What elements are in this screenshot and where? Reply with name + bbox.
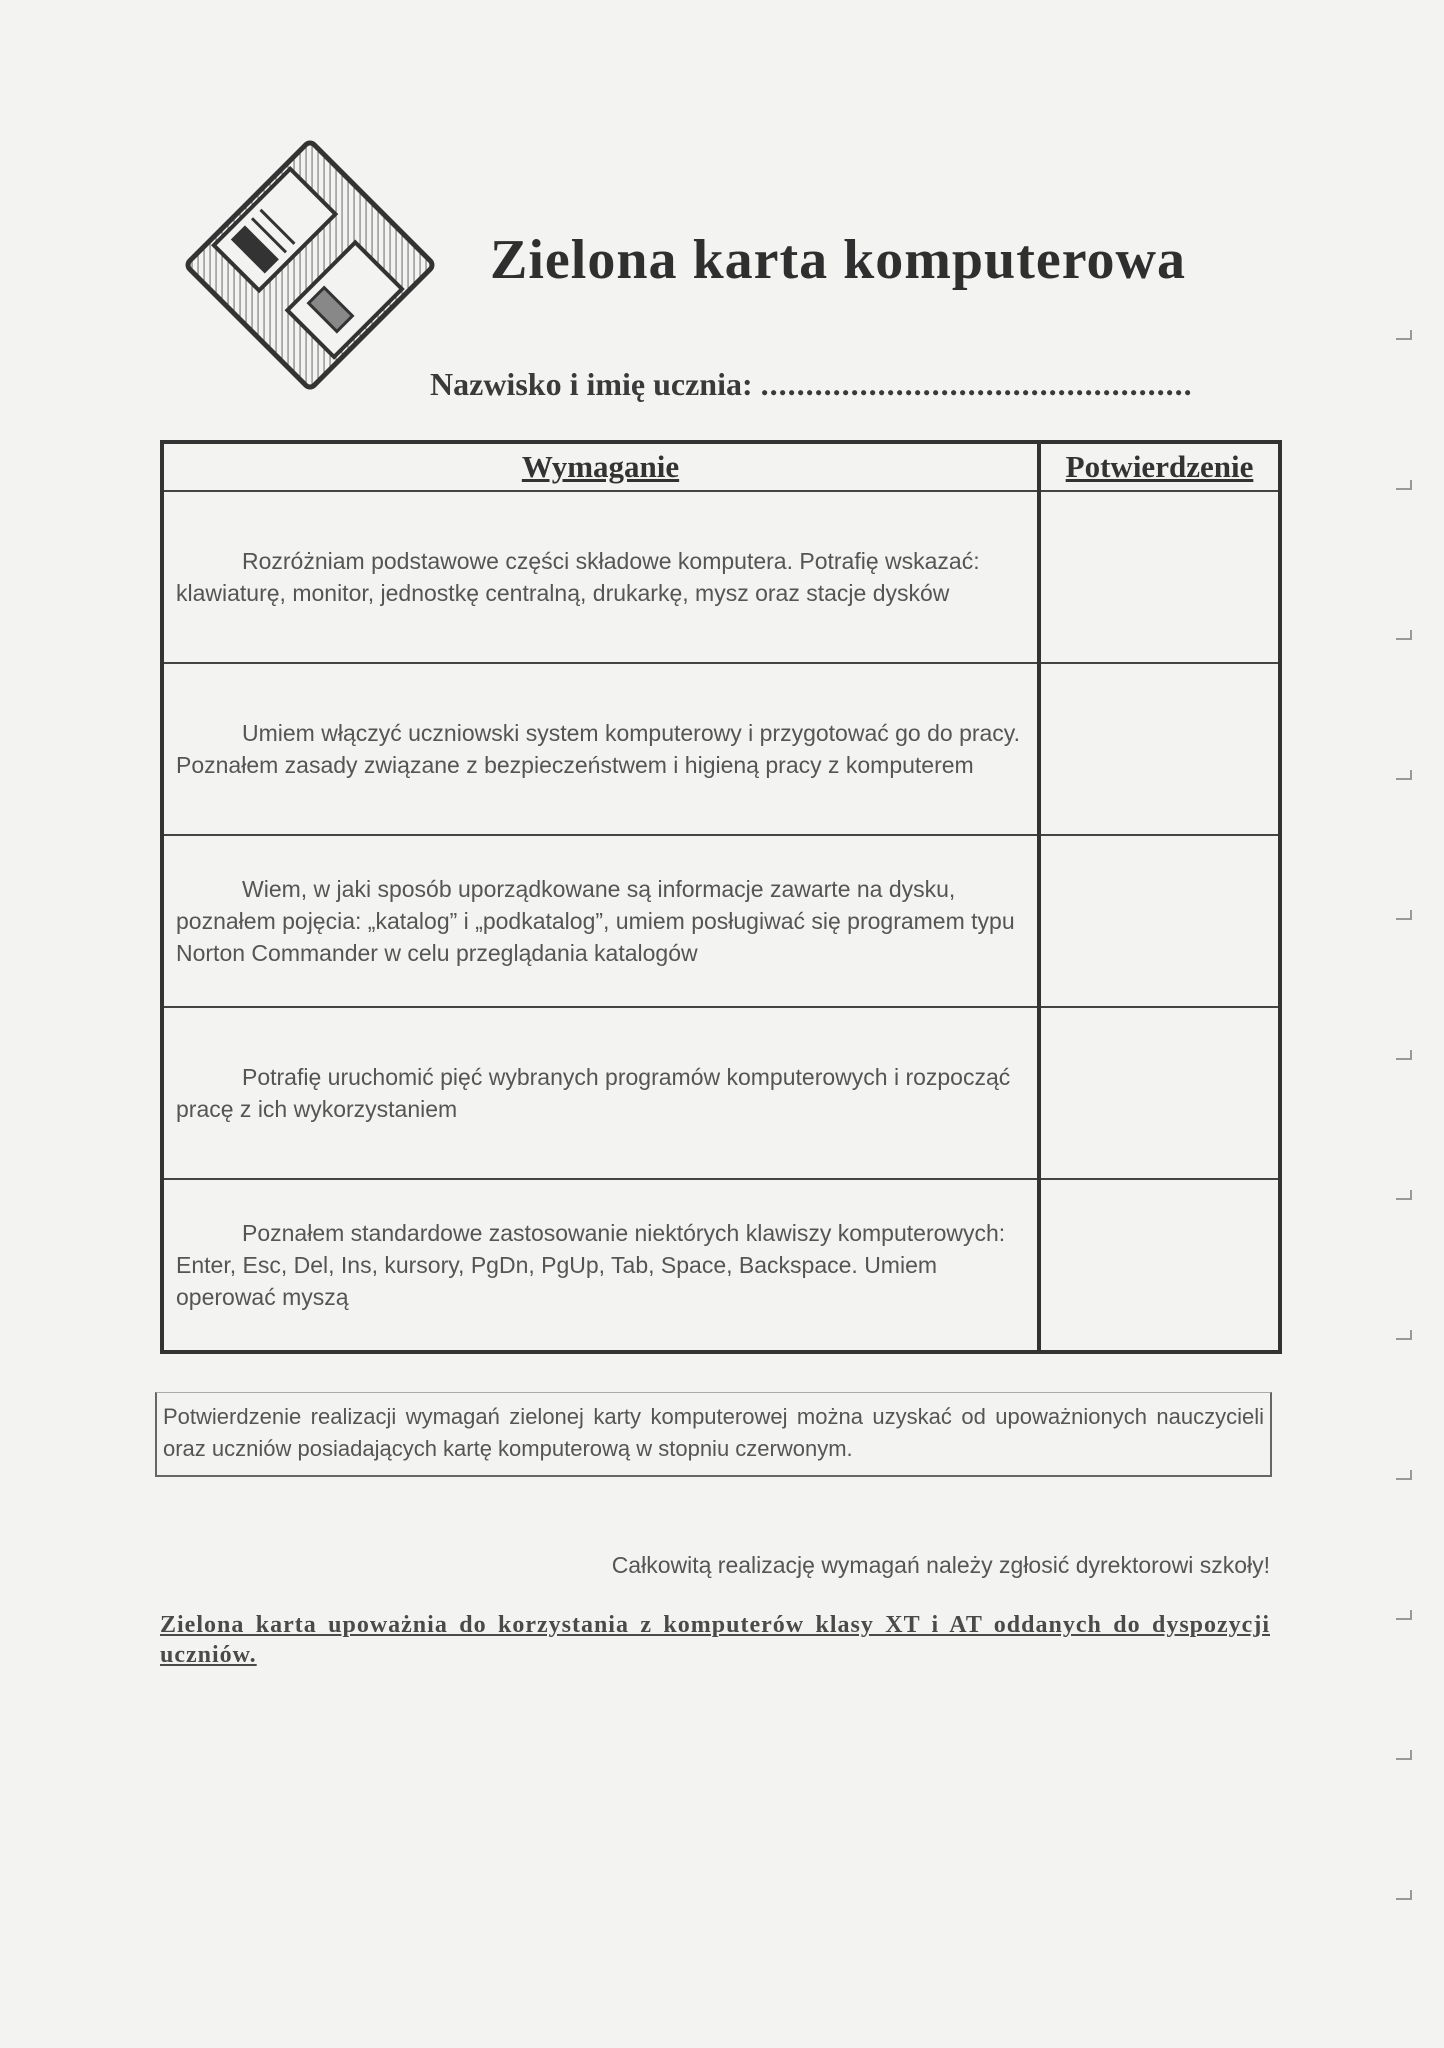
floppy-disk-icon: [180, 140, 440, 390]
final-note: Całkowitą realizację wymagań należy zgłosić dyrektorowi szkoły!: [611, 1552, 1270, 1578]
requirement-text: Poznałem standardowe zastosowanie niektórych klawiszy komputerowych: Enter, Esc, Del, Ins, kursory, PgDn, PgUp, Tab, Space, Backspace. Umiem operować myszą: [176, 1220, 1006, 1310]
requirement-text: Wiem, w jaki sposób uporządkowane są informacje zawarte na dysku, poznałem pojęcia: „katalog” i „podkatalog”, umiem posługiwać się programem typu Norton Commander w celu przeglądania katalogów: [176, 876, 1015, 966]
margin-mark: [1396, 1050, 1412, 1060]
header-confirmation: Potwierdzenie: [1039, 442, 1280, 491]
table-row: [162, 491, 1280, 663]
margin-mark: [1396, 770, 1412, 780]
confirmation-cell[interactable]: [1039, 1179, 1280, 1352]
header-requirement: Wymaganie: [162, 442, 1039, 491]
student-name-field: [430, 366, 1193, 403]
table-row: [162, 1007, 1280, 1179]
margin-mark: [1396, 330, 1412, 340]
margin-mark: [1396, 1890, 1412, 1900]
requirement-text: Potrafię uruchomić pięć wybranych programów komputerowych i rozpocząć pracę z ich wykorzystaniem: [176, 1064, 1011, 1122]
table-row: [162, 835, 1280, 1007]
table-header-row: [162, 442, 1280, 491]
margin-mark: [1396, 910, 1412, 920]
student-name-dots: ................................................: [760, 366, 1193, 402]
confirmation-cell[interactable]: [1039, 835, 1280, 1007]
table-row: [162, 663, 1280, 835]
requirement-text: Umiem włączyć uczniowski system komputerowy i przygotować go do pracy. Poznałem zasady związane z bezpieczeństwem i higieną pracy z komputerem: [176, 720, 1020, 778]
margin-mark: [1396, 1470, 1412, 1480]
student-name-label: Nazwisko i imię ucznia:: [430, 366, 753, 402]
confirmation-notice: Potwierdzenie realizacji wymagań zielonej karty komputerowej można uzyskać od upoważnionych nauczycieli oraz uczniów posiadających kartę komputerową w stopniu czerwonym.: [155, 1392, 1272, 1477]
table-row: [162, 1179, 1280, 1352]
confirmation-cell[interactable]: [1039, 491, 1280, 663]
requirements-table: [160, 440, 1282, 1354]
confirmation-cell[interactable]: [1039, 1007, 1280, 1179]
authorization-statement: Zielona karta upoważnia do korzystania z komputerów klasy XT i AT oddanych do dyspozycji uczniów.: [160, 1612, 1270, 1668]
margin-mark: [1396, 480, 1412, 490]
margin-mark: [1396, 1330, 1412, 1340]
margin-mark: [1396, 1190, 1412, 1200]
margin-mark: [1396, 630, 1412, 640]
margin-mark: [1396, 1750, 1412, 1760]
margin-mark: [1396, 1610, 1412, 1620]
confirmation-cell[interactable]: [1039, 663, 1280, 835]
requirement-text: Rozróżniam podstawowe części składowe komputera. Potrafię wskazać: klawiaturę, monitor, jednostkę centralną, drukarkę, mysz oraz stacje dysków: [176, 548, 980, 606]
page-title: Zielona karta komputerowa: [490, 229, 1186, 291]
